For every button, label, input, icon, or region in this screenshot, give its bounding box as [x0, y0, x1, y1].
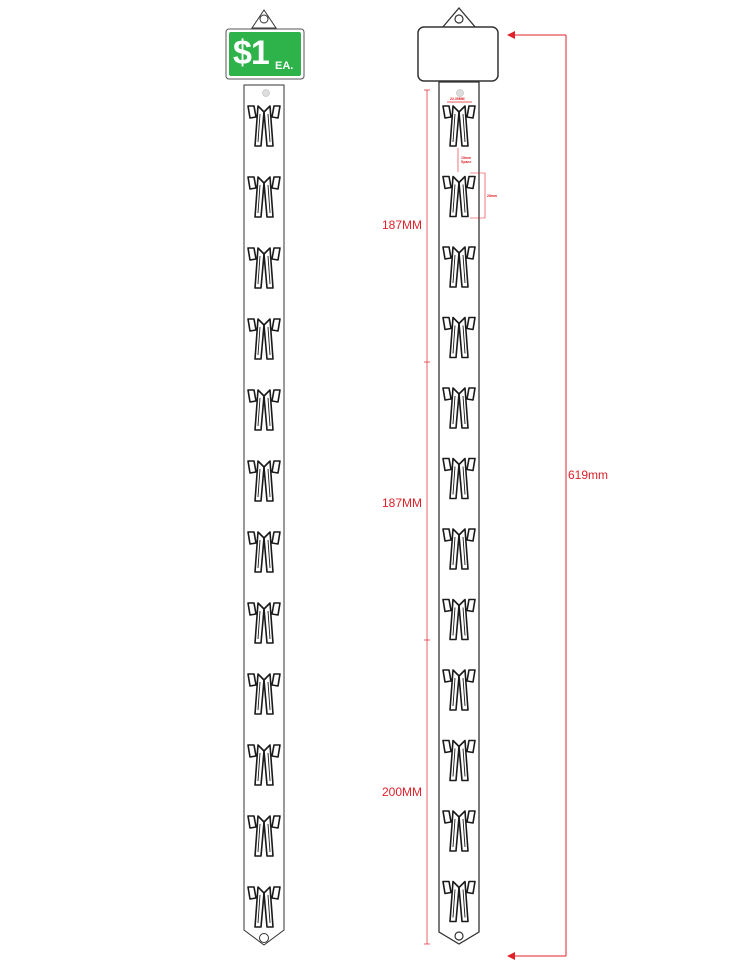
segment-middle-label: 187MM [382, 496, 423, 510]
segment-bottom-label: 200MM [382, 785, 423, 799]
hook-width-label: 22.35MM [450, 97, 465, 101]
left-top-hole [263, 90, 270, 97]
right-strip-outline [439, 82, 479, 944]
total-length-label: 619mm [568, 468, 609, 482]
right-top-hole [457, 90, 464, 97]
blank-header-card [418, 27, 498, 81]
hook-spacing-label: 15mm Space [461, 156, 472, 164]
price-amount: $1 [233, 34, 269, 72]
left-hang-hole [260, 15, 268, 23]
price-unit: EA. [275, 60, 294, 72]
hook-length-label: 28mm [487, 194, 498, 198]
right-hang-hole [455, 15, 463, 23]
right-bottom-hole [455, 932, 463, 940]
left-strip [226, 10, 304, 945]
left-bottom-hole [260, 934, 269, 943]
segment-top-label: 187MM [382, 218, 423, 232]
